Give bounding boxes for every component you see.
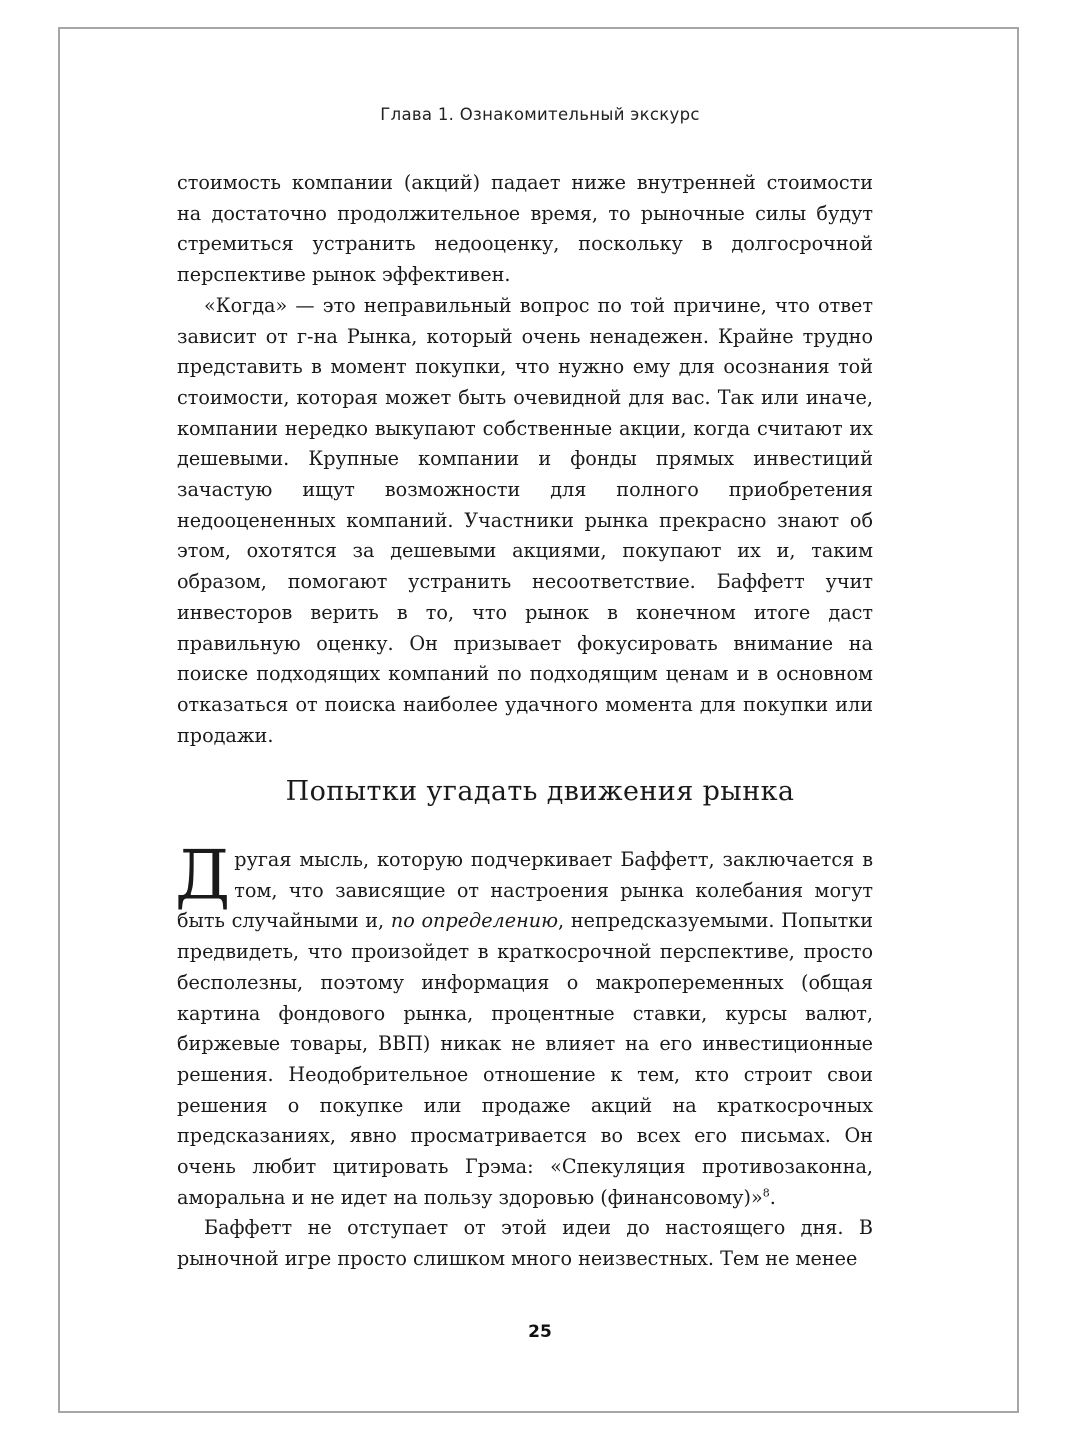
paragraph: «Когда» — это неправильный вопрос по той причине, что ответ зависит от г-на Рынка, который очень ненадежен. Крайне трудно представить в момент покупки, что нужно ему для осознания той стоимости, которая может быть очевидной для вас. Так или иначе, компании нередко выкупают собственные акции, когда считают их дешевыми. Крупные компании и фонды прямых инвестиций зачастую ищут возможности для полного приобретения недооцененных компаний. Участники рынка прекрасно знают об этом, охотятся за дешевыми акциями, покупают их и, таким образом, помогают устранить несоответствие. Баффетт учит инвесторов верить в то, что рынок в конечном итоге даст правильную оценку. Он призывает фокусировать внимание на поиске подходящих компаний по подходящим ценам и в основном отказаться от поиска наиболее удачного момента для покупки или продажи. xyxy=(177,293,873,747)
text-block-2 xyxy=(175,837,873,1275)
paragraph: стоимость компании (акций) падает ниже внутренней стоимости на достаточно продолжительное время, то рыночные силы будут стремиться устранить недооценку, поскольку в долгосрочной перспективе рынок эффективен. xyxy=(177,171,873,287)
running-head: Глава 1. Ознакомительный экскурс xyxy=(380,105,700,124)
text-block-1 xyxy=(177,168,873,751)
page-number: 25 xyxy=(528,1322,552,1342)
paragraph-text: , непредсказуемыми. Попытки предвидеть, что произойдет в краткосрочной перспективе, просто бесполезны, поэтому информация о макропеременных (общая картина фондового рынка, процентные ставки, курсы валют, биржевые товары, ВВП) никак не влияет на его инвестиционные решения. Неодобрительное отношение к тем, кто строит свои решения о покупке или продаже акций на краткосрочных предсказаниях, явно просматривается во всех его письмах. Он очень любит цитировать Грэма: «Спекуляция противозаконна, аморальна и не идет на пользу здоровью (финансовому)» xyxy=(177,909,873,1209)
drop-cap: Д xyxy=(175,837,231,916)
section-heading: Попытки угадать движения рынка xyxy=(285,776,795,807)
emphasis-text: по определению xyxy=(390,909,559,933)
footnote-reference[interactable]: 8 xyxy=(762,1186,770,1200)
paragraph-text: ругая мысль, которую подчеркивает Баффетт, заключается в том, что зависящие от настроения рынка колебания могут быть случайными и, xyxy=(177,848,873,933)
paragraph: Баффетт не отступает от этой идеи до настоящего дня. В рыночной игре просто слишком много неизвестных. Тем не менее xyxy=(177,1216,873,1271)
paragraph-text: . xyxy=(769,1185,776,1209)
paragraph-with-drop-cap xyxy=(175,837,873,1213)
